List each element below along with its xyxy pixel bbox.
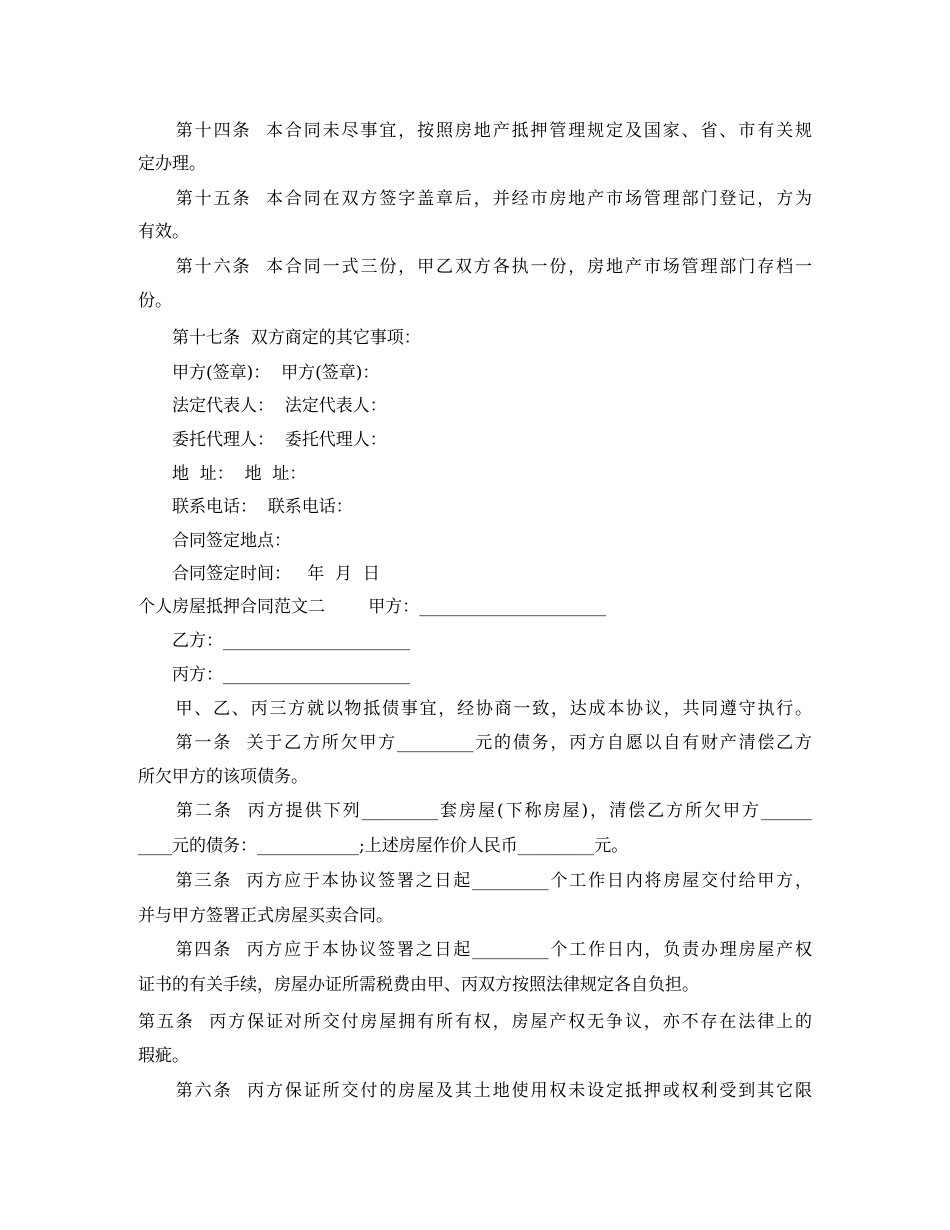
party-line: 丙方：______________________ bbox=[138, 665, 410, 685]
signature-field-line: 地 址： 地 址： bbox=[138, 464, 307, 484]
signature-field-line: 甲方(签章)： 甲方(签章)： bbox=[138, 363, 380, 383]
paragraph-line: 第一条 关于乙方所欠甲方_________元的债务，丙方自愿以自有财产清偿乙方 bbox=[138, 733, 812, 753]
paragraph-line: 第五条 丙方保证对所交付房屋拥有所有权，房屋产权无争议，亦不存在法律上的 bbox=[138, 1012, 812, 1032]
paragraph-line: 所欠甲方的该项债务。 bbox=[138, 767, 308, 787]
section-heading-line: 个人房屋抵押合同范文二 甲方：______________________ bbox=[138, 597, 607, 617]
paragraph-line: 份。 bbox=[138, 291, 172, 311]
paragraph-line: 第三条 丙方应于本协议签署之日起_________个工作日内将房屋交付给甲方， bbox=[138, 871, 812, 891]
paragraph-line: 有效。 bbox=[138, 222, 189, 242]
signature-field-line: 合同签定地点： bbox=[138, 531, 291, 551]
paragraph-line: 第十五条 本合同在双方签字盖章后，并经市房地产市场管理部门登记，方为 bbox=[138, 189, 812, 209]
paragraph-line: 甲、乙、丙三方就以物抵债事宜，经协商一致，达成本协议，共同遵守执行。 bbox=[138, 699, 812, 719]
paragraph-line: 定办理。 bbox=[138, 154, 206, 174]
paragraph-line: 证书的有关手续，房屋办证所需税费由甲、丙双方按照法律规定各自负担。 bbox=[138, 975, 699, 995]
paragraph-line: ____元的债务：____________;上述房屋作价人民币_________元。 bbox=[138, 836, 629, 856]
paragraph-line: 第十四条 本合同未尽事宜，按照房地产抵押管理规定及国家、省、市有关规 bbox=[138, 121, 812, 141]
paragraph-line: 第十六条 本合同一式三份，甲乙双方各执一份，房地产市场管理部门存档一 bbox=[138, 257, 812, 277]
paragraph-line: 第二条 丙方提供下列_________套房屋(下称房屋)，清偿乙方所欠甲方______ bbox=[138, 801, 812, 821]
signature-field-line: 法定代表人： 法定代表人： bbox=[138, 396, 387, 416]
party-line: 乙方：______________________ bbox=[138, 631, 410, 651]
signature-field-line: 委托代理人： 委托代理人： bbox=[138, 430, 387, 450]
paragraph-line: 第四条 丙方应于本协议签署之日起_________个工作日内，负责办理房屋产权 bbox=[138, 940, 812, 960]
signature-field-line: 联系电话： 联系电话： bbox=[138, 497, 353, 517]
signature-field-line: 合同签定时间： 年 月 日 bbox=[138, 564, 380, 584]
paragraph-line: 瑕疵。 bbox=[138, 1046, 189, 1066]
paragraph-line: 并与甲方签署正式房屋买卖合同。 bbox=[138, 906, 393, 926]
paragraph-line: 第六条 丙方保证所交付的房屋及其土地使用权未设定抵押或权利受到其它限 bbox=[138, 1081, 812, 1101]
paragraph-line: 第十七条 双方商定的其它事项： bbox=[138, 328, 421, 348]
